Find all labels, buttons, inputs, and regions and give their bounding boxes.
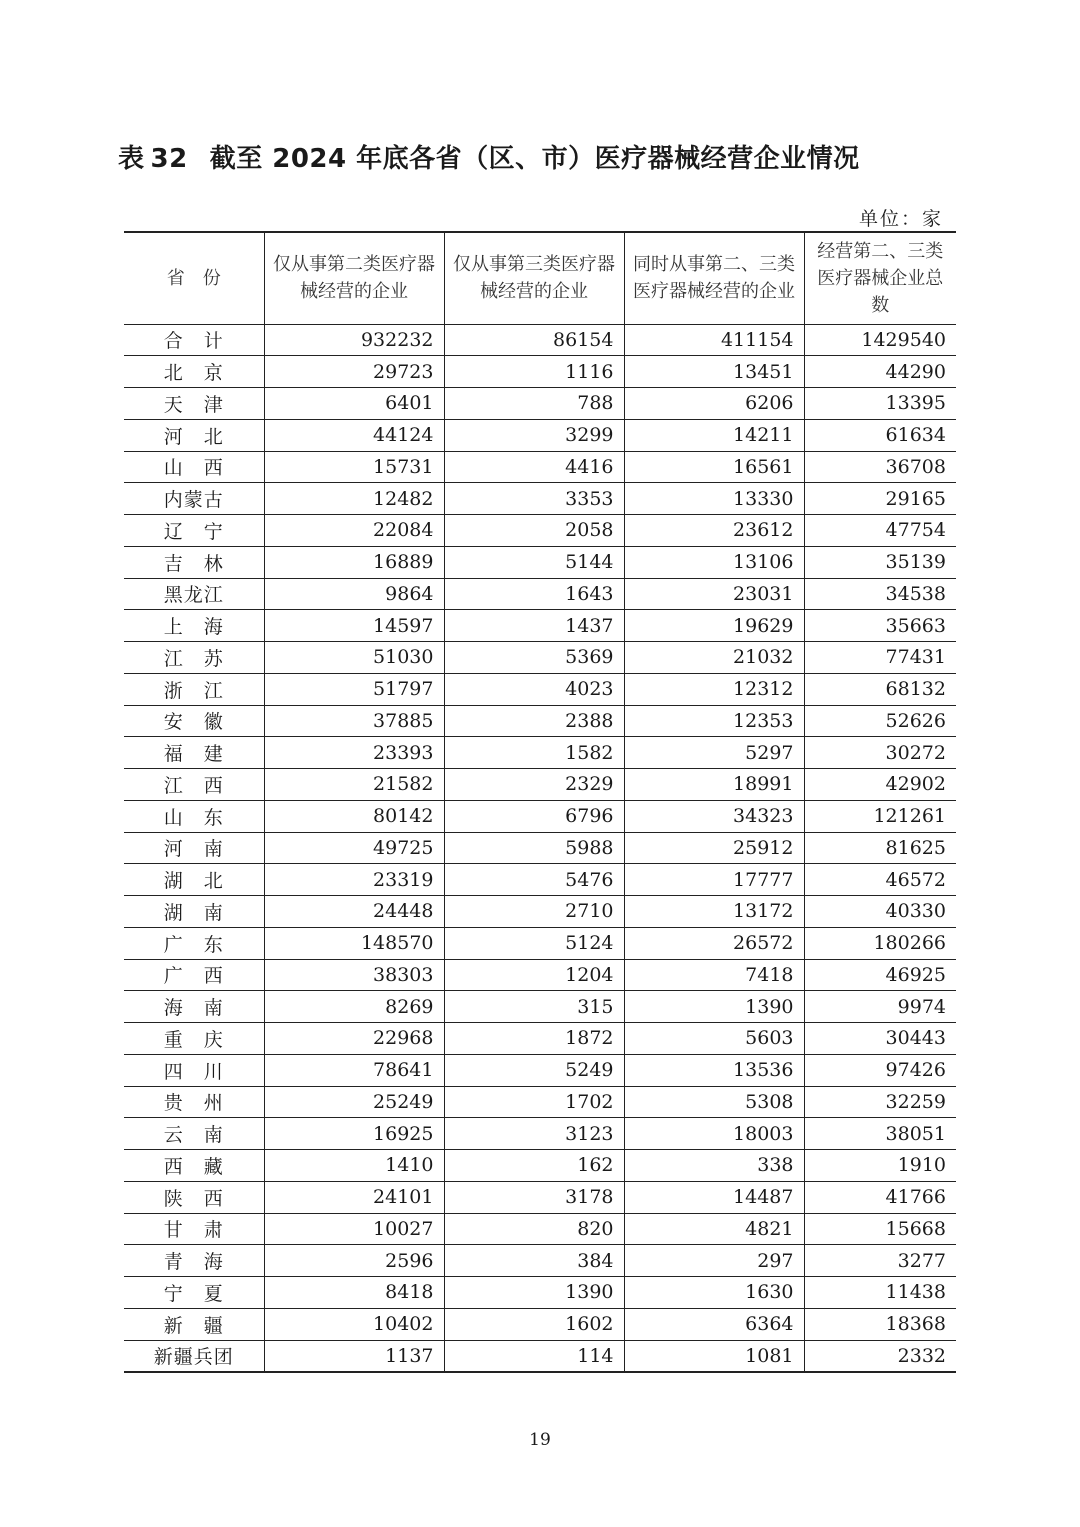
both-cell: 5308 [624, 1086, 804, 1118]
class3-cell: 1872 [444, 1023, 624, 1055]
class3-cell: 1702 [444, 1086, 624, 1118]
class2-cell: 16889 [264, 546, 444, 578]
total-cell: 3277 [804, 1245, 956, 1277]
header-both-classes: 同时从事第二、三类医疗器械经营的企业 [624, 232, 804, 324]
class3-cell: 1643 [444, 578, 624, 610]
total-cell: 15668 [804, 1213, 956, 1245]
table-row [124, 1340, 956, 1372]
header-total: 经营第二、三类医疗器械企业总数 [804, 232, 956, 324]
province-cell: 甘 肃 [124, 1213, 264, 1245]
table-row [124, 1181, 956, 1213]
class2-cell: 51797 [264, 673, 444, 705]
province-cell: 广 东 [124, 927, 264, 959]
header-row [124, 232, 956, 324]
header-class2-only: 仅从事第二类医疗器械经营的企业 [264, 232, 444, 324]
class2-cell: 49725 [264, 832, 444, 864]
class3-cell: 86154 [444, 324, 624, 356]
class2-cell: 29723 [264, 356, 444, 388]
class3-cell: 2388 [444, 705, 624, 737]
class2-cell: 38303 [264, 959, 444, 991]
table-row [124, 578, 956, 610]
table-row [124, 737, 956, 769]
page-number: 19 [529, 1430, 551, 1450]
class3-cell: 1602 [444, 1308, 624, 1340]
class2-cell: 8418 [264, 1277, 444, 1309]
class2-cell: 15731 [264, 451, 444, 483]
total-cell: 13395 [804, 388, 956, 420]
table-row [124, 1308, 956, 1340]
both-cell: 23612 [624, 515, 804, 547]
class2-cell: 12482 [264, 483, 444, 515]
table-row [124, 1213, 956, 1245]
province-cell: 江 苏 [124, 642, 264, 674]
province-cell: 山 东 [124, 800, 264, 832]
province-cell: 黑龙江 [124, 578, 264, 610]
total-cell: 35663 [804, 610, 956, 642]
both-cell: 18003 [624, 1118, 804, 1150]
province-cell: 内蒙古 [124, 483, 264, 515]
table-row [124, 1086, 956, 1118]
class2-cell: 51030 [264, 642, 444, 674]
total-cell: 121261 [804, 800, 956, 832]
total-cell: 18368 [804, 1308, 956, 1340]
both-cell: 5603 [624, 1023, 804, 1055]
total-cell: 41766 [804, 1181, 956, 1213]
table-row [124, 959, 956, 991]
class3-cell: 2329 [444, 769, 624, 801]
both-cell: 338 [624, 1150, 804, 1182]
both-cell: 1630 [624, 1277, 804, 1309]
table-row [124, 642, 956, 674]
table-row [124, 515, 956, 547]
class2-cell: 16925 [264, 1118, 444, 1150]
table-row [124, 800, 956, 832]
both-cell: 1390 [624, 991, 804, 1023]
unit-label: 单位：家 [858, 208, 943, 230]
class3-cell: 3123 [444, 1118, 624, 1150]
class2-cell: 24101 [264, 1181, 444, 1213]
province-cell: 云 南 [124, 1118, 264, 1150]
header-class3-only: 仅从事第三类医疗器械经营的企业 [444, 232, 624, 324]
class2-cell: 148570 [264, 927, 444, 959]
both-cell: 7418 [624, 959, 804, 991]
class3-cell: 384 [444, 1245, 624, 1277]
class3-cell: 3353 [444, 483, 624, 515]
table-title-number: 32 [150, 144, 188, 174]
total-cell: 34538 [804, 578, 956, 610]
both-cell: 297 [624, 1245, 804, 1277]
province-cell: 湖 北 [124, 864, 264, 896]
class3-cell: 1437 [444, 610, 624, 642]
both-cell: 13106 [624, 546, 804, 578]
table-row [124, 705, 956, 737]
both-cell: 13451 [624, 356, 804, 388]
class3-cell: 162 [444, 1150, 624, 1182]
province-cell: 吉 林 [124, 546, 264, 578]
both-cell: 14487 [624, 1181, 804, 1213]
both-cell: 25912 [624, 832, 804, 864]
province-cell: 宁 夏 [124, 1277, 264, 1309]
class2-cell: 25249 [264, 1086, 444, 1118]
class3-cell: 5369 [444, 642, 624, 674]
class3-cell: 2058 [444, 515, 624, 547]
class2-cell: 14597 [264, 610, 444, 642]
both-cell: 13172 [624, 896, 804, 928]
province-cell: 重 庆 [124, 1023, 264, 1055]
class3-cell: 5988 [444, 832, 624, 864]
class2-cell: 22968 [264, 1023, 444, 1055]
class3-cell: 1116 [444, 356, 624, 388]
table-row [124, 1054, 956, 1086]
total-cell: 46572 [804, 864, 956, 896]
total-cell: 30272 [804, 737, 956, 769]
total-cell: 47754 [804, 515, 956, 547]
table-row [124, 388, 956, 420]
province-cell: 河 北 [124, 419, 264, 451]
class2-cell: 24448 [264, 896, 444, 928]
table-row [124, 546, 956, 578]
class2-cell: 23393 [264, 737, 444, 769]
class3-cell: 5476 [444, 864, 624, 896]
class3-cell: 114 [444, 1340, 624, 1372]
table-row [124, 1023, 956, 1055]
table-row [124, 610, 956, 642]
class2-cell: 932232 [264, 324, 444, 356]
table-row [124, 451, 956, 483]
table-row [124, 769, 956, 801]
class3-cell: 5249 [444, 1054, 624, 1086]
total-cell: 11438 [804, 1277, 956, 1309]
table-row [124, 927, 956, 959]
total-cell: 97426 [804, 1054, 956, 1086]
class3-cell: 1582 [444, 737, 624, 769]
table-body [124, 324, 956, 1372]
both-cell: 12312 [624, 673, 804, 705]
class2-cell: 37885 [264, 705, 444, 737]
province-cell: 浙 江 [124, 673, 264, 705]
both-cell: 19629 [624, 610, 804, 642]
province-cell: 上 海 [124, 610, 264, 642]
class2-cell: 44124 [264, 419, 444, 451]
class3-cell: 788 [444, 388, 624, 420]
province-cell: 辽 宁 [124, 515, 264, 547]
province-cell: 湖 南 [124, 896, 264, 928]
province-cell: 山 西 [124, 451, 264, 483]
total-cell: 42902 [804, 769, 956, 801]
table-row [124, 419, 956, 451]
table-row [124, 356, 956, 388]
table-row [124, 1277, 956, 1309]
total-cell: 180266 [804, 927, 956, 959]
total-cell: 46925 [804, 959, 956, 991]
class3-cell: 1204 [444, 959, 624, 991]
total-cell: 1910 [804, 1150, 956, 1182]
class2-cell: 78641 [264, 1054, 444, 1086]
class3-cell: 2710 [444, 896, 624, 928]
table-row [124, 832, 956, 864]
table-row [124, 896, 956, 928]
both-cell: 26572 [624, 927, 804, 959]
province-cell: 天 津 [124, 388, 264, 420]
class3-cell: 5124 [444, 927, 624, 959]
class2-cell: 6401 [264, 388, 444, 420]
total-cell: 32259 [804, 1086, 956, 1118]
class2-cell: 23319 [264, 864, 444, 896]
class3-cell: 3299 [444, 419, 624, 451]
both-cell: 411154 [624, 324, 804, 356]
total-cell: 30443 [804, 1023, 956, 1055]
total-cell: 81625 [804, 832, 956, 864]
table-title-prefix: 表 [118, 144, 145, 174]
both-cell: 12353 [624, 705, 804, 737]
both-cell: 6364 [624, 1308, 804, 1340]
total-cell: 40330 [804, 896, 956, 928]
table-row [124, 673, 956, 705]
both-cell: 18991 [624, 769, 804, 801]
table-row [124, 1118, 956, 1150]
total-cell: 61634 [804, 419, 956, 451]
class2-cell: 2596 [264, 1245, 444, 1277]
province-cell: 西 藏 [124, 1150, 264, 1182]
class3-cell: 5144 [444, 546, 624, 578]
class2-cell: 22084 [264, 515, 444, 547]
class3-cell: 1390 [444, 1277, 624, 1309]
class2-cell: 9864 [264, 578, 444, 610]
both-cell: 1081 [624, 1340, 804, 1372]
total-cell: 29165 [804, 483, 956, 515]
province-cell: 安 徽 [124, 705, 264, 737]
total-cell: 77431 [804, 642, 956, 674]
total-cell: 35139 [804, 546, 956, 578]
province-cell: 合 计 [124, 324, 264, 356]
table-row [124, 1150, 956, 1182]
both-cell: 34323 [624, 800, 804, 832]
class3-cell: 315 [444, 991, 624, 1023]
table-row [124, 991, 956, 1023]
total-cell: 38051 [804, 1118, 956, 1150]
province-cell: 海 南 [124, 991, 264, 1023]
total-cell: 44290 [804, 356, 956, 388]
both-cell: 14211 [624, 419, 804, 451]
both-cell: 21032 [624, 642, 804, 674]
table-row [124, 483, 956, 515]
class2-cell: 80142 [264, 800, 444, 832]
province-cell: 新 疆 [124, 1308, 264, 1340]
province-cell: 广 西 [124, 959, 264, 991]
province-cell: 贵 州 [124, 1086, 264, 1118]
province-cell: 河 南 [124, 832, 264, 864]
enterprise-table [124, 231, 956, 1373]
province-cell: 陕 西 [124, 1181, 264, 1213]
both-cell: 13330 [624, 483, 804, 515]
province-cell: 新疆兵团 [124, 1340, 264, 1372]
class2-cell: 1137 [264, 1340, 444, 1372]
province-cell: 青 海 [124, 1245, 264, 1277]
class2-cell: 10027 [264, 1213, 444, 1245]
both-cell: 4821 [624, 1213, 804, 1245]
table-title [118, 138, 860, 175]
both-cell: 16561 [624, 451, 804, 483]
table-title-text: 截至 2024 年底各省（区、市）医疗器械经营企业情况 [209, 144, 860, 174]
total-cell: 9974 [804, 991, 956, 1023]
province-cell: 四 川 [124, 1054, 264, 1086]
class2-cell: 8269 [264, 991, 444, 1023]
both-cell: 5297 [624, 737, 804, 769]
class2-cell: 21582 [264, 769, 444, 801]
class3-cell: 6796 [444, 800, 624, 832]
province-cell: 北 京 [124, 356, 264, 388]
total-cell: 68132 [804, 673, 956, 705]
class2-cell: 10402 [264, 1308, 444, 1340]
both-cell: 13536 [624, 1054, 804, 1086]
table-row [124, 864, 956, 896]
header-province: 省 份 [124, 232, 264, 324]
class3-cell: 4023 [444, 673, 624, 705]
class3-cell: 3178 [444, 1181, 624, 1213]
both-cell: 17777 [624, 864, 804, 896]
class3-cell: 4416 [444, 451, 624, 483]
both-cell: 23031 [624, 578, 804, 610]
both-cell: 6206 [624, 388, 804, 420]
total-row [124, 324, 956, 356]
table-row [124, 1245, 956, 1277]
class3-cell: 820 [444, 1213, 624, 1245]
total-cell: 52626 [804, 705, 956, 737]
province-cell: 江 西 [124, 769, 264, 801]
total-cell: 36708 [804, 451, 956, 483]
total-cell: 1429540 [804, 324, 956, 356]
province-cell: 福 建 [124, 737, 264, 769]
class2-cell: 1410 [264, 1150, 444, 1182]
total-cell: 2332 [804, 1340, 956, 1372]
